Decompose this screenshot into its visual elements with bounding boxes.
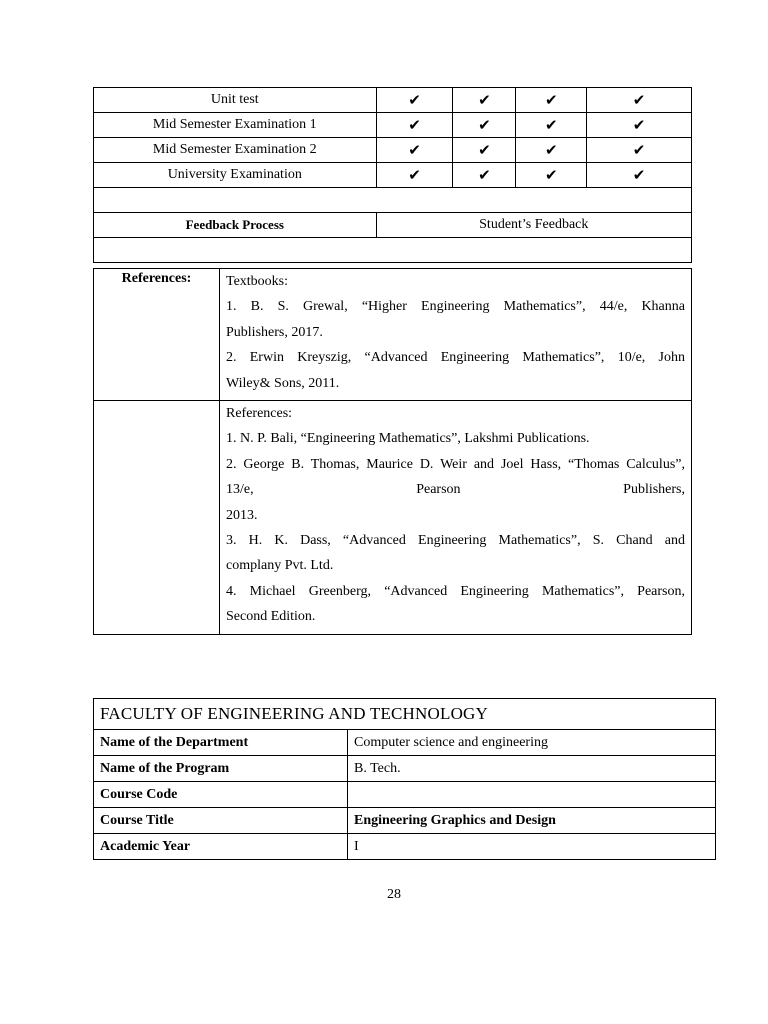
- assessment-name: Mid Semester Examination 1: [94, 113, 377, 138]
- references-table: [93, 268, 692, 635]
- reference-books-cell: [220, 401, 692, 635]
- check-mark-icon: ✔: [376, 163, 453, 188]
- reference-list: [226, 426, 685, 629]
- check-mark-icon: ✔: [376, 138, 453, 163]
- check-mark-icon: ✔: [453, 88, 516, 113]
- assessment-row: [94, 113, 692, 138]
- page-number: 28: [387, 887, 401, 902]
- faculty-field-label: Name of the Department: [94, 730, 348, 756]
- references-heading: References:: [226, 406, 293, 422]
- faculty-field-value: Computer science and engineering: [348, 730, 716, 756]
- faculty-field-label: Academic Year: [94, 834, 348, 860]
- assessment-row: [94, 88, 692, 113]
- check-mark-icon: ✔: [587, 113, 692, 138]
- check-mark-icon: ✔: [516, 88, 587, 113]
- textbooks-heading: Textbooks:: [226, 274, 289, 289]
- feedback-process-value: Student’s Feedback: [376, 213, 691, 238]
- faculty-field-value: Engineering Graphics and Design: [348, 808, 716, 834]
- blank-row: [94, 238, 692, 263]
- check-mark-icon: ✔: [453, 138, 516, 163]
- reference-entry-line: 2. Erwin Kreyszig, “Advanced Engineering Mathematics”, 10/e, John: [226, 350, 685, 366]
- faculty-field-value: [348, 782, 716, 808]
- check-mark-icon: ✔: [376, 88, 453, 113]
- faculty-row: [94, 808, 716, 834]
- check-mark-icon: ✔: [376, 113, 453, 138]
- reference-entry-line: 2013.: [226, 507, 258, 523]
- check-mark-icon: ✔: [453, 113, 516, 138]
- faculty-field-label: Course Title: [94, 808, 348, 834]
- reference-entry-line: Wiley& Sons, 2011.: [226, 375, 340, 391]
- check-mark-icon: ✔: [587, 88, 692, 113]
- faculty-field-label: Course Code: [94, 782, 348, 808]
- check-mark-icon: ✔: [587, 163, 692, 188]
- faculty-field-label: Name of the Program: [94, 756, 348, 782]
- reference-entry-line: 2. George B. Thomas, Maurice D. Weir and Joel Hass, “Thomas Calculus”,: [226, 456, 685, 472]
- reference-entry-line: 1. N. P. Bali, “Engineering Mathematics”, Lakshmi Publications.: [226, 431, 590, 447]
- references-label: References:: [94, 269, 220, 401]
- faculty-row: [94, 756, 716, 782]
- assessment-table: [93, 87, 692, 263]
- check-mark-icon: ✔: [516, 163, 587, 188]
- check-mark-icon: ✔: [453, 163, 516, 188]
- reference-entry-line: 4. Michael Greenberg, “Advanced Engineering Mathematics”, Pearson,: [226, 583, 685, 599]
- faculty-table: [93, 698, 716, 860]
- reference-entry-line: 3. H. K. Dass, “Advanced Engineering Mathematics”, S. Chand and: [226, 533, 685, 549]
- blank-row: [94, 188, 692, 213]
- references-label-empty: [94, 401, 220, 635]
- faculty-heading: FACULTY OF ENGINEERING AND TECHNOLOGY: [94, 699, 716, 730]
- reference-entry-line: Second Edition.: [226, 609, 316, 625]
- textbooks-cell: [220, 269, 692, 401]
- faculty-row: [94, 834, 716, 860]
- check-mark-icon: ✔: [516, 138, 587, 163]
- assessment-name: Mid Semester Examination 2: [94, 138, 377, 163]
- faculty-row: [94, 782, 716, 808]
- check-mark-icon: ✔: [587, 138, 692, 163]
- reference-entry-line: complany Pvt. Ltd.: [226, 558, 334, 574]
- faculty-field-value: B. Tech.: [348, 756, 716, 782]
- reference-entry-line: Publishers, 2017.: [226, 324, 323, 340]
- reference-entry-line: 13/e, Pearson Publishers,: [226, 482, 685, 498]
- faculty-field-value: I: [348, 834, 716, 860]
- faculty-row: [94, 730, 716, 756]
- assessment-name: University Examination: [94, 163, 377, 188]
- reference-entry-line: 1. B. S. Grewal, “Higher Engineering Mathematics”, 44/e, Khanna: [226, 299, 685, 315]
- textbook-list: [226, 294, 685, 396]
- check-mark-icon: ✔: [516, 113, 587, 138]
- feedback-process-label: Feedback Process: [94, 213, 377, 238]
- assessment-name: Unit test: [94, 88, 377, 113]
- assessment-row: [94, 163, 692, 188]
- assessment-row: [94, 138, 692, 163]
